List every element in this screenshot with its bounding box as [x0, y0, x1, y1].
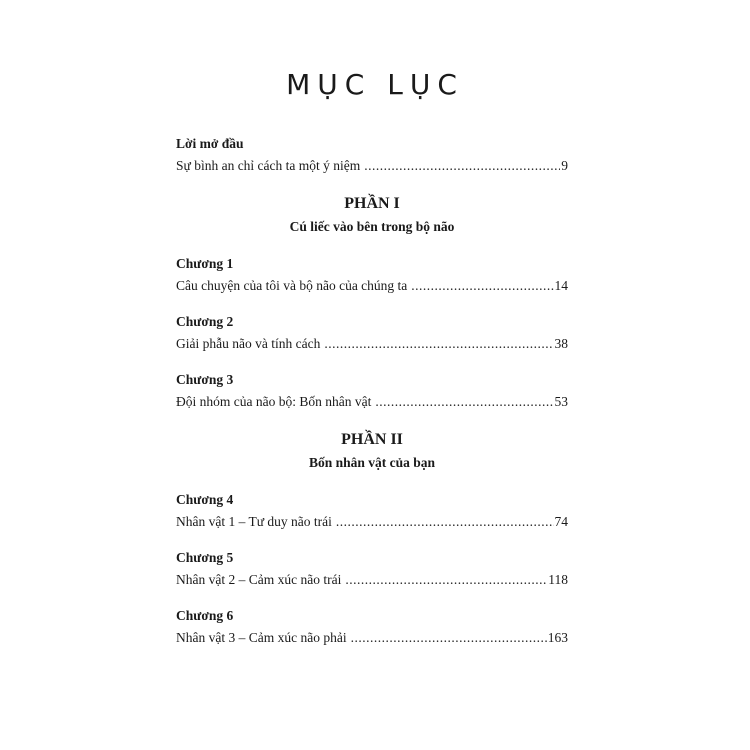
preface-heading: Lời mở đầu: [176, 136, 244, 151]
part-heading: [176, 429, 568, 473]
page-title: MỤC LỤC: [286, 68, 464, 101]
chapter-section: [176, 255, 568, 295]
chapter-heading: Chương 6: [176, 608, 234, 623]
entry-page-number: 118: [548, 572, 568, 587]
entry-page-number: 9: [561, 158, 568, 173]
entry-label: Nhân vật 1 – Tư duy não trái: [176, 514, 332, 529]
toc-entry[interactable]: [176, 157, 568, 175]
chapter-section: [176, 371, 568, 411]
toc-entry[interactable]: [176, 335, 568, 353]
dot-leader: [411, 277, 553, 295]
chapter-heading: Chương 3: [176, 372, 234, 387]
part-title: PHẦN II: [341, 431, 403, 448]
toc-entry[interactable]: [176, 277, 568, 295]
entry-label: Sự bình an chỉ cách ta một ý niệm: [176, 158, 361, 173]
part-subtitle: Cú liếc vào bên trong bộ não: [289, 219, 455, 234]
toc-entry[interactable]: [176, 571, 568, 589]
chapter-section: [176, 491, 568, 531]
chapter-section: [176, 607, 568, 647]
entry-page-number: 163: [547, 630, 568, 645]
dot-leader: [375, 393, 553, 411]
entry-page-number: 38: [554, 336, 568, 351]
chapter-section: [176, 313, 568, 353]
entry-page-number: 53: [554, 394, 568, 409]
entry-label: Giải phẫu não và tính cách: [176, 336, 321, 351]
dot-leader: [336, 513, 554, 531]
toc-entry[interactable]: [176, 629, 568, 647]
part-title: PHẦN I: [344, 195, 400, 212]
entry-label: Đội nhóm của não bộ: Bốn nhân vật: [176, 394, 372, 409]
entry-page-number: 14: [554, 278, 568, 293]
chapter-heading: Chương 4: [176, 492, 234, 507]
chapter-heading: Chương 1: [176, 256, 234, 271]
entry-label: Nhân vật 2 – Cảm xúc não trái: [176, 572, 342, 587]
chapter-heading: Chương 5: [176, 550, 234, 565]
toc-entry[interactable]: [176, 393, 568, 411]
preface-section: [176, 135, 568, 175]
entry-label: Câu chuyện của tôi và bộ não của chúng ta: [176, 278, 408, 293]
table-of-contents: [176, 135, 568, 665]
part-subtitle: Bốn nhân vật của bạn: [308, 455, 436, 470]
entry-label: Nhân vật 3 – Cảm xúc não phải: [176, 630, 347, 645]
chapter-heading: Chương 2: [176, 314, 234, 329]
dot-leader: [351, 629, 547, 647]
chapter-section: [176, 549, 568, 589]
dot-leader: [324, 335, 553, 353]
dot-leader: [364, 157, 560, 175]
dot-leader: [345, 571, 547, 589]
entry-page-number: 74: [554, 514, 568, 529]
toc-entry[interactable]: [176, 513, 568, 531]
part-heading: [176, 193, 568, 237]
